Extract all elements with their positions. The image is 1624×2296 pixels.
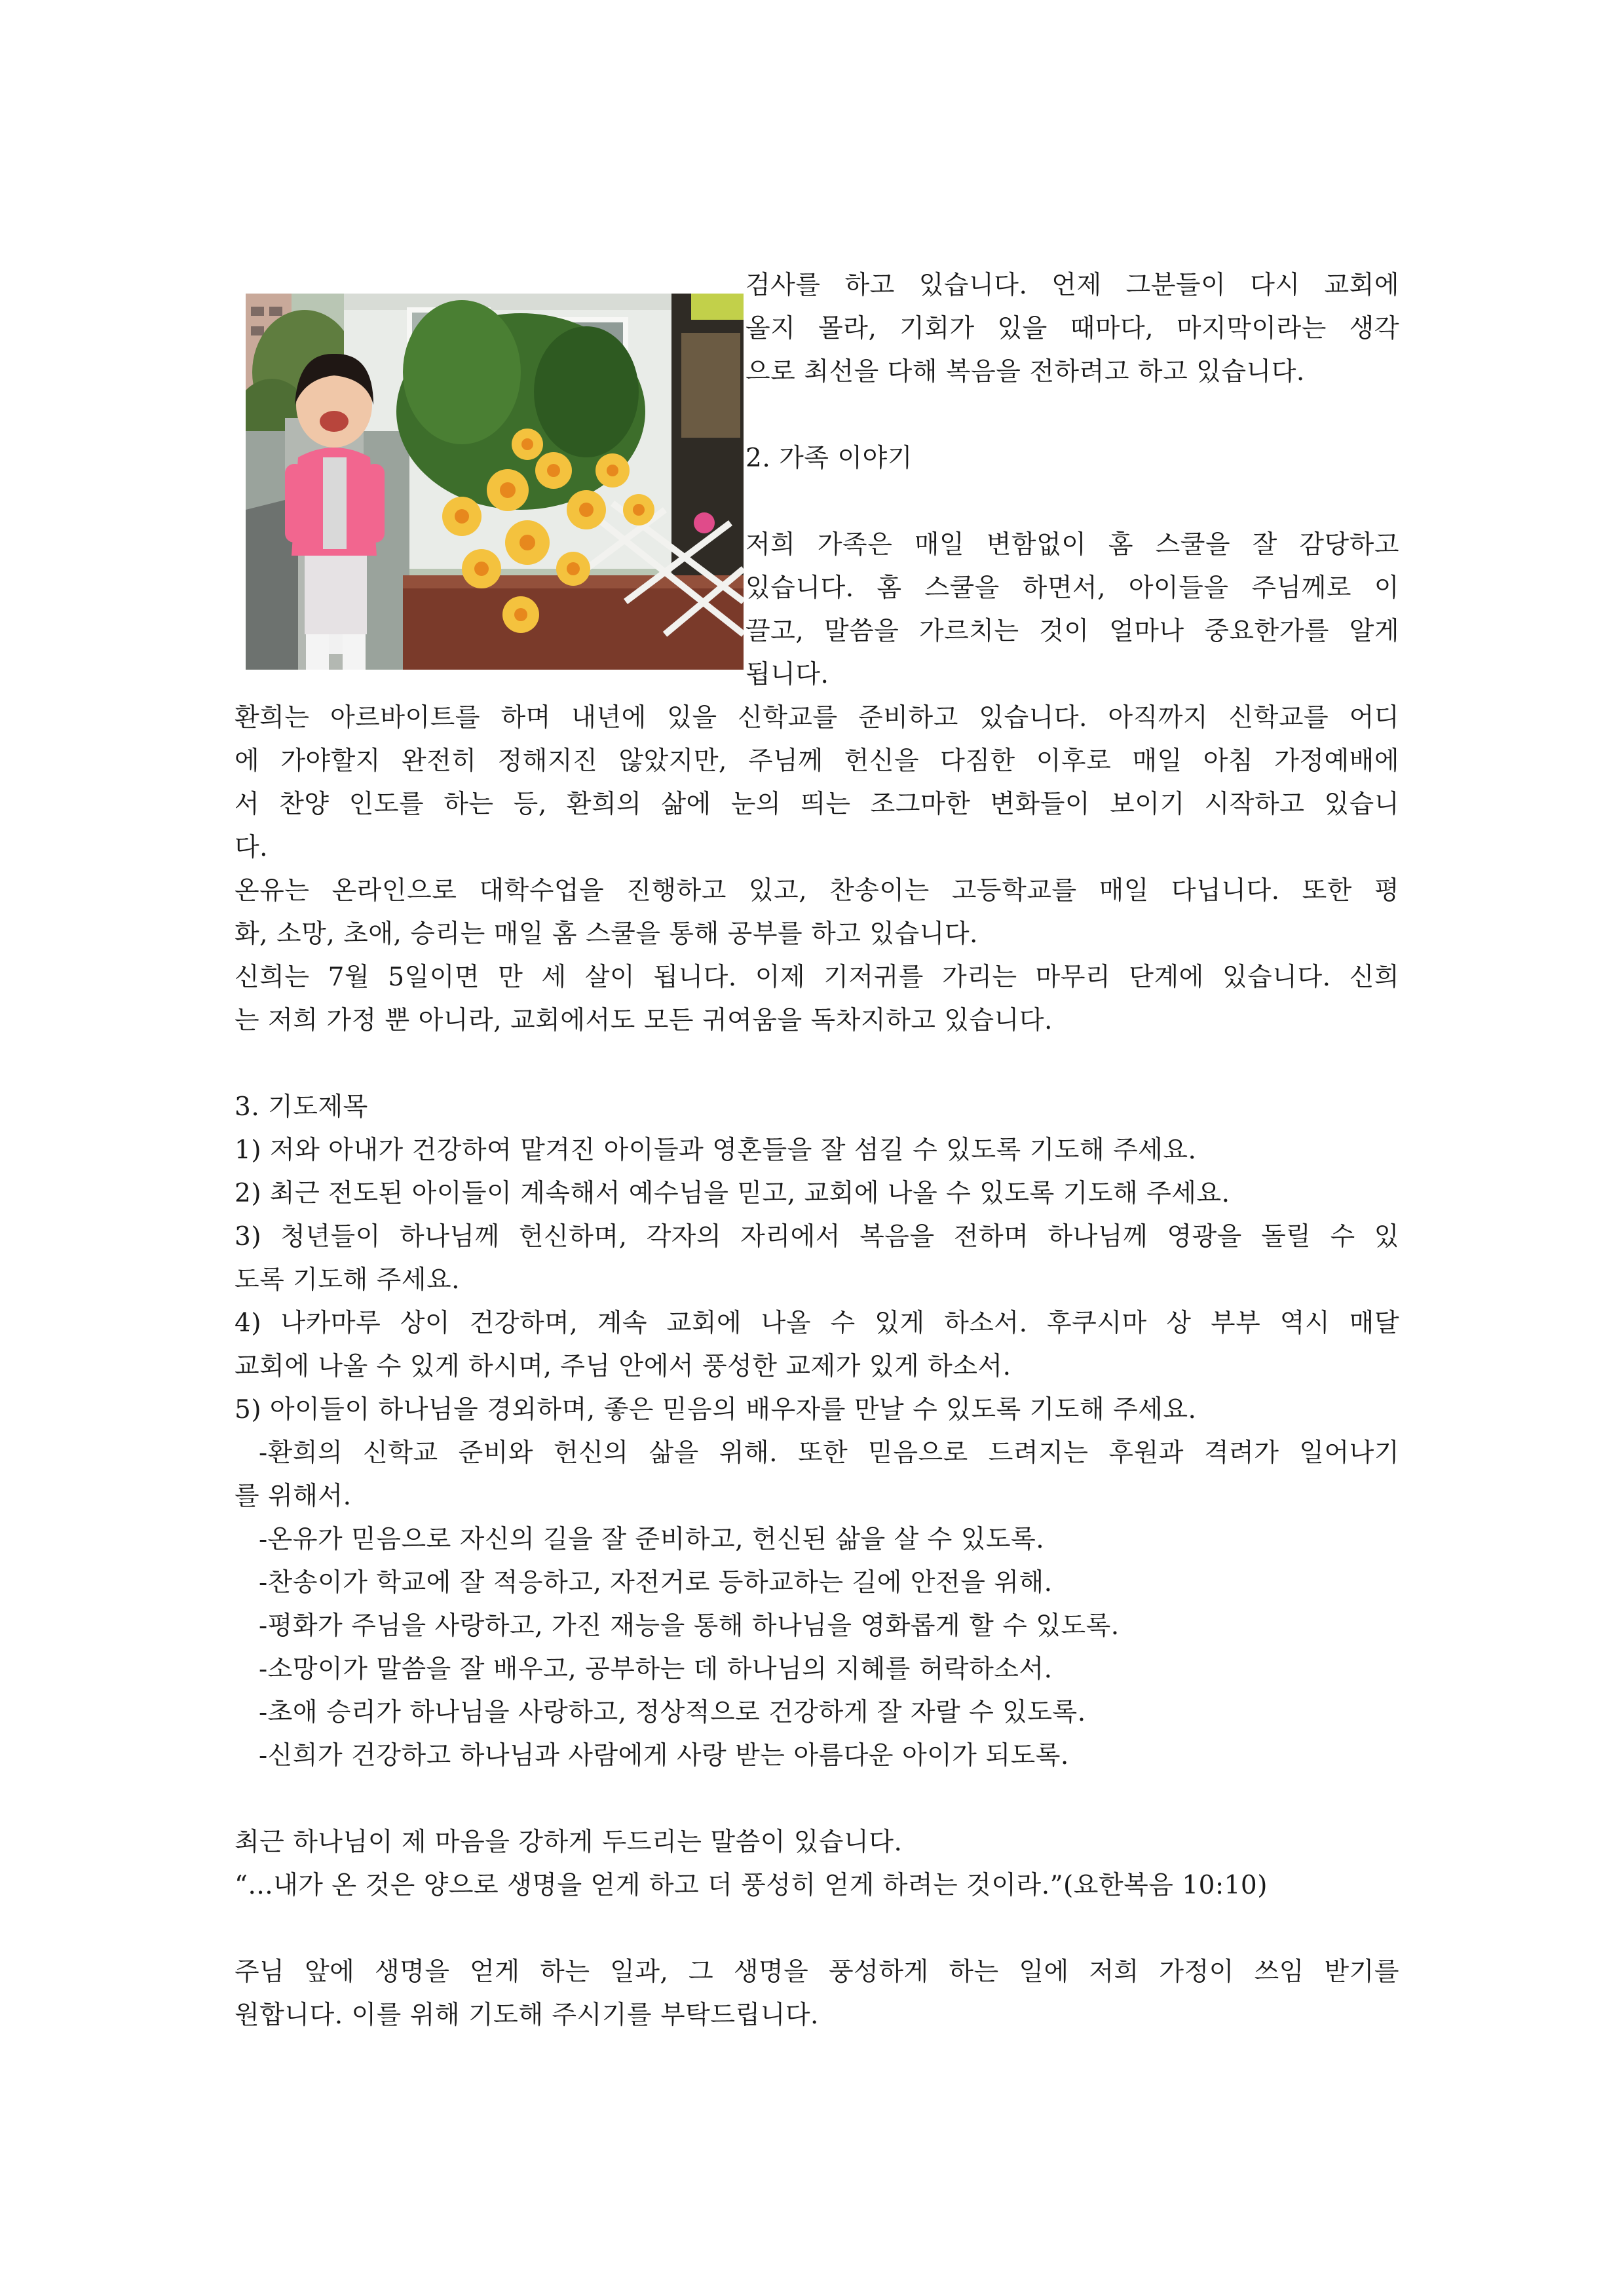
closing-line: 주님 앞에 생명을 얻게 하는 일과, 그 생명을 풍성하게 하는 일에 저희 가정이 쓰임 받기를 <box>235 1957 1399 1987</box>
photo-image <box>246 294 744 670</box>
prayer-item: 5) 아이들이 하나님을 경외하며, 좋은 믿음의 배우자를 만날 수 있도록 기도해 주세요. <box>235 1395 1197 1425</box>
side-text-line: 됩니다. <box>746 660 829 689</box>
side-text-line: 끌고, 말씀을 가르치는 것이 얼마나 중요한가를 알게 <box>746 617 1399 646</box>
family-paragraph-line: 환희는 아르바이트를 하며 내년에 있을 신학교를 준비하고 있습니다. 아직까지 신학교를 어디 <box>235 703 1399 733</box>
closing-line: 원합니다. 이를 위해 기도해 주시기를 부탁드립니다. <box>235 2000 819 2030</box>
prayer-item: 4) 나카마루 상이 건강하며, 계속 교회에 나올 수 있게 하소서. 후쿠시마 상 부부 역시 매달 <box>235 1309 1399 1338</box>
family-paragraph-line: 신희는 7월 5일이면 만 세 살이 됩니다. 이제 기저귀를 가리는 마무리 단계에 있습니다. 신희 <box>235 963 1399 992</box>
prayer-subitem: -평화가 주님을 사랑하고, 가진 재능을 통해 하나님을 영화롭게 할 수 있도록. <box>259 1611 1120 1641</box>
side-text-line: 있습니다. 홈 스쿨을 하면서, 아이들을 주님께로 이 <box>746 573 1399 603</box>
prayer-item: 도록 기도해 주세요. <box>235 1265 461 1295</box>
family-paragraph-line: 에 가야할지 완전히 정해지진 않았지만, 주님께 헌신을 다짐한 이후로 매일 아침 가정예배에 <box>235 746 1399 776</box>
photo-child-with-flowers <box>246 294 744 670</box>
family-paragraph-line: 는 저희 가정 뿐 아니라, 교회에서도 모든 귀여움을 독차지하고 있습니다. <box>235 1006 1053 1035</box>
prayer-item: 3) 청년들이 하나님께 헌신하며, 각자의 자리에서 복음을 전하며 하나님께 영광을 돌릴 수 있 <box>235 1222 1399 1252</box>
prayer-item: 교회에 나올 수 있게 하시며, 주님 안에서 풍성한 교제가 있게 하소서. <box>235 1352 1011 1381</box>
prayer-subitem: -소망이가 말씀을 잘 배우고, 공부하는 데 하나님의 지혜를 허락하소서. <box>259 1655 1053 1684</box>
prayer-subitem: -신희가 건강하고 하나님과 사람에게 사랑 받는 아름다운 아이가 되도록. <box>259 1741 1069 1770</box>
side-text-line: 저희 가족은 매일 변함없이 홈 스쿨을 잘 감당하고 <box>746 530 1399 560</box>
side-text-line: 으로 최선을 다해 복음을 전하려고 하고 있습니다. <box>746 357 1305 387</box>
family-paragraph-line: 서 찬양 인도를 하는 등, 환희의 삶에 눈의 띄는 조그마한 변화들이 보이기 시작하고 있습니 <box>235 790 1399 819</box>
section-heading-prayer: 3. 기도제목 <box>235 1092 368 1122</box>
prayer-item: 1) 저와 아내가 건강하여 맡겨진 아이들과 영혼들을 잘 섬길 수 있도록 기도해 주세요. <box>235 1136 1197 1165</box>
prayer-subitem: -초애 승리가 하나님을 사랑하고, 정상적으로 건강하게 잘 자랄 수 있도록. <box>259 1698 1086 1727</box>
closing-line: 최근 하나님이 제 마음을 강하게 두드리는 말씀이 있습니다. <box>235 1827 903 1857</box>
family-paragraph-line: 온유는 온라인으로 대학수업을 진행하고 있고, 찬송이는 고등학교를 매일 다닙니다. 또한 평 <box>235 876 1399 906</box>
prayer-subitem: 를 위해서. <box>235 1482 352 1511</box>
side-text-line: 검사를 하고 있습니다. 언제 그분들이 다시 교회에 <box>746 271 1399 300</box>
prayer-subitem: -온유가 믿음으로 자신의 길을 잘 준비하고, 헌신된 삶을 살 수 있도록. <box>259 1525 1045 1554</box>
side-text-line: 올지 몰라, 기회가 있을 때마다, 마지막이라는 생각 <box>746 314 1399 343</box>
family-paragraph-line: 화, 소망, 초애, 승리는 매일 홈 스쿨을 통해 공부를 하고 있습니다. <box>235 919 978 949</box>
bible-quote: “...내가 온 것은 양으로 생명을 얻게 하고 더 풍성히 얻게 하려는 것이라.”(요한복음 10:10) <box>235 1871 1268 1900</box>
prayer-subitem: -환희의 신학교 준비와 헌신의 삶을 위해. 또한 믿음으로 드려지는 후원과 격려가 일어나기 <box>259 1438 1399 1468</box>
prayer-item: 2) 최근 전도된 아이들이 계속해서 예수님을 믿고, 교회에 나올 수 있도록 기도해 주세요. <box>235 1179 1230 1208</box>
family-paragraph-line: 다. <box>235 833 269 862</box>
section-heading-family: 2. 가족 이야기 <box>746 444 913 473</box>
prayer-subitem: -찬송이가 학교에 잘 적응하고, 자전거로 등하교하는 길에 안전을 위해. <box>259 1568 1053 1598</box>
